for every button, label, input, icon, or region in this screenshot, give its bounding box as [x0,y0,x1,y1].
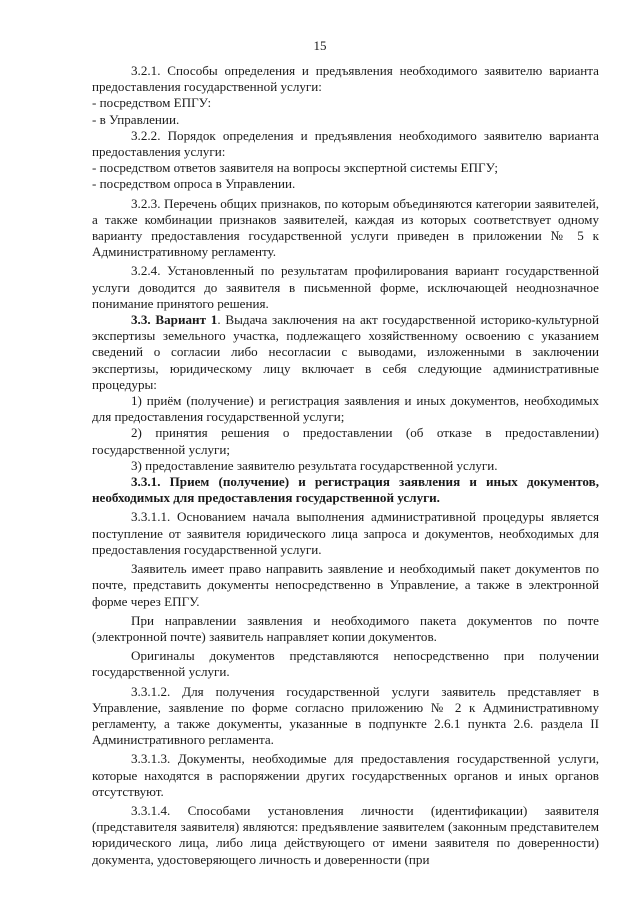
bold-text: 3.3.1. Прием (получение) и регистрация заявления и иных документов, необходимых для предоставления государственной услуги. [92,474,599,506]
text-run: При направлении заявления и необходимого пакета документов по почте (электронной почте) заявитель направляет копии документов. [92,612,599,644]
document-body [92,63,599,868]
text-run: 1) приём (получение) и регистрация заявления и иных документов, необходимых для предоставления государственной услуги; [92,393,599,425]
text-run: 3.2.1. Способы определения и предъявления необходимого заявителю варианта предоставления государственной услуги: [92,63,599,95]
text-run: 3.2.4. Установленный по результатам профилирования вариант государственной услуги доводится до заявителя в письменной форме, исключающей неоднозначное понимание принятого решения. [92,263,599,311]
paragraph [92,474,599,506]
paragraph [92,128,599,160]
paragraph [92,613,599,645]
paragraph [92,63,599,95]
paragraph [92,176,599,192]
paragraph [92,509,599,558]
text-run: - посредством ЕПГУ: [92,95,212,111]
paragraph [92,196,599,261]
paragraph [92,393,599,425]
page-number: 15 [313,38,327,53]
paragraph [92,112,599,128]
text-run: 3.3.1.1. Основанием начала выполнения административной процедуры является поступление от заявителя юридического лица запроса и документов, необходимых для предоставления государственной услуги. [92,509,599,557]
text-run: 3.2.2. Порядок определения и предъявления необходимого заявителю варианта предоставления услуги: [92,127,599,160]
paragraph [92,160,599,176]
text-run: Оригиналы документов представляются непосредственно при получении государственной услуги. [92,648,599,680]
paragraph [92,648,599,680]
text-run: - посредством ответов заявителя на вопросы экспертной системы ЕПГУ; [92,160,498,176]
paragraph [92,312,599,393]
text-run: 3.3.1.2. Для получения государственной услуги заявитель представляет в Управление, заявление по форме согласно приложению № 2 к Административному регламенту, а также документы, указанные в подпункте 2.6.1 пункта 2.6. раздела II Административного регламента. [92,683,599,748]
paragraph [92,425,599,457]
paragraph [92,263,599,312]
text-run: 3.3.1.4. Способами установления личности (идентификации) заявителя (представителя заявителя) являются: предъявление заявителем (законным представителем юридического лица, либо лица действующего от имени заявителя по доверенности) документа, удостоверяющего личность и доверенности (при [92,802,599,867]
text-run: Заявитель имеет право направить заявление и необходимый пакет документов по почте, представить документы непосредственно в Управление, а также в электронной форме через ЕПГУ. [92,561,599,609]
text-run: - посредством опроса в Управлении. [92,176,296,192]
paragraph [92,561,599,610]
paragraph [92,95,599,111]
text-run: - в Управлении. [92,111,180,127]
paragraph [92,803,599,868]
bold-text: 3.3. Вариант 1 [131,312,218,328]
text-run: 3.2.3. Перечень общих признаков, по которым объединяются категории заявителей, а также комбинации признаков заявителей, каждая из которых соответствует одному варианту предоставления государственной услуги приведен в приложении № 5 к Административному регламенту. [92,195,599,260]
paragraph [92,751,599,800]
paragraph [92,684,599,749]
text-run: . Выдача заключения на акт государственной историко-культурной экспертизы земельного участка, подлежащего хозяйственному освоению с указанием сведений о согласии либо несогласии с выводами, изложенными в заключении экспертизы, юридическому лицу включает в себя следующие административные процедуры: [92,312,599,392]
text-run: 3.3.1.3. Документы, необходимые для предоставления государственной услуги, которые находятся в распоряжении других государственных органов и иных органов отсутствуют. [92,751,599,799]
paragraph [92,458,599,474]
text-run: 2) принятия решения о предоставлении (об отказе в предоставлении) государственной услуги; [92,425,599,457]
text-run: 3) предоставление заявителю результата государственной услуги. [131,457,498,473]
